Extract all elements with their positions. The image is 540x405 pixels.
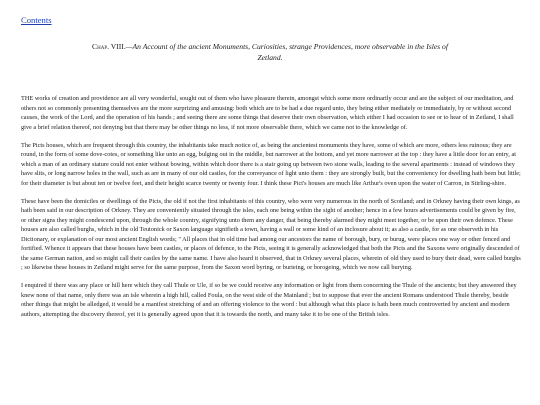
paragraph-2: The Picts houses, which are frequent through this country, the inhabitants take much notice of, as being the ancientest monuments they have, some of which are more, others less ruinous; they are round, in the form of some dove-cotes, or something like unto an egg, bulging out in the middle, but narrower at the bottom, and yet more narrower at the top : they have a little door for an entry, at which a man of an ordinary stature could not enter without bowing, within which door there is a stair going up between two stone walls, leading to the several apartments : instead of windows they have slits, or long narrow holes in the wall, such as are in many of our old castles, for the conveyance of light unto them : they are strongly built, but the conveniency for dwelling hath been but little; for their diameter is but about ten or twelve feet, and their height scarce twenty or twenty four. I think these Pict's houses are much like Arthur's oven upon the water of Carron, in Stirling-shire. [21, 141, 521, 187]
contents-link[interactable]: Contents [21, 15, 52, 25]
paragraph-4: I enquired if there was any place or hill here which they call Thule or Ule, if so be we could receive any information or light from them concerning the Thule of the ancients; but they answered they knew none of that name, only there was an isle wherein a high hill, called Foula, on the west side of the Mainland ; but to suppose that ever the ancient Romans understood Thule thereby, beside other things that might be alledged, it would be a manifest stretching of and an offering violence to the word : but although what this place is hath been much controverted by ancient and modern authors, attempting the discovery thereof, yet it is generally agreed upon that it is towards the north, and many take it to be one of the British isles. [21, 282, 517, 318]
chapter-title: —An Account of the ancient Monuments, Curiosities, strange Providences, more observable in the Isles of Zetland. [125, 42, 448, 62]
paragraph-3: These have been the domiciles or dwellings of the Picts, the old if not the first inhabitants of this country, who were very numerous in the north of Scotland; and in Orkney having their own kings, as hath been said in our description of Orkney. They are conveniently situated through the isles, each one being within the sight of another; hence in a few hours advertisements could be given by fire, or other signs they might condescend upon, through the whole country, signifying unto them any danger, that being thereby alarmed they might meet together, or be upon their own defence. These houses are also called burghs, which in the old Teutonick or Saxon language signifieth a town, having a wall or some kind of an inclosure about it; as also a castle, for as one observeth in his Dictionary, or explanation of our most ancient English words; " All places that in old time had among our ancestors the name of borough, bury, or burug, were places one way or other fenced and fortified. Whence it appears that these houses have been castles, or places of defence, to the Picts, seeing it is generally acknowledged that both the Picts and the Saxons were originally descended of the same German nation, and so might call their castles by the same name. I have also heard it observed, that in Orkney several places, wherein of old they used to bury their dead, were called burghs ; so likewise these houses in Zetland might serve for the same purpose, from the Saxon word byring, or burieing, or borogeing, which we now call burying. [21, 197, 521, 272]
chapter-label: Chap. VIII. [92, 42, 126, 51]
paragraph-1: THE works of creation and providence are all very wonderful, sought out of them who have pleasure therein, amongst which some more ordinarily occur and are the subject of our meditation, and others not so commonly presenting themselves are the more surprizing and amusing: both which are to be had a due regard unto, they being either mediately or immediately, by or without second causes, the work of the Lord, and the operation of his hands ; and seeing there are some things that deserve their own observation, which either I had occasion to see or to hear of in Zetland, I shall give a brief relation thereof, not denying but that there may be other things no less, if not more observable there, which we came not to the knowledge of. [21, 95, 514, 131]
chapter-heading [90, 41, 450, 63]
chapter-body [21, 94, 521, 328]
